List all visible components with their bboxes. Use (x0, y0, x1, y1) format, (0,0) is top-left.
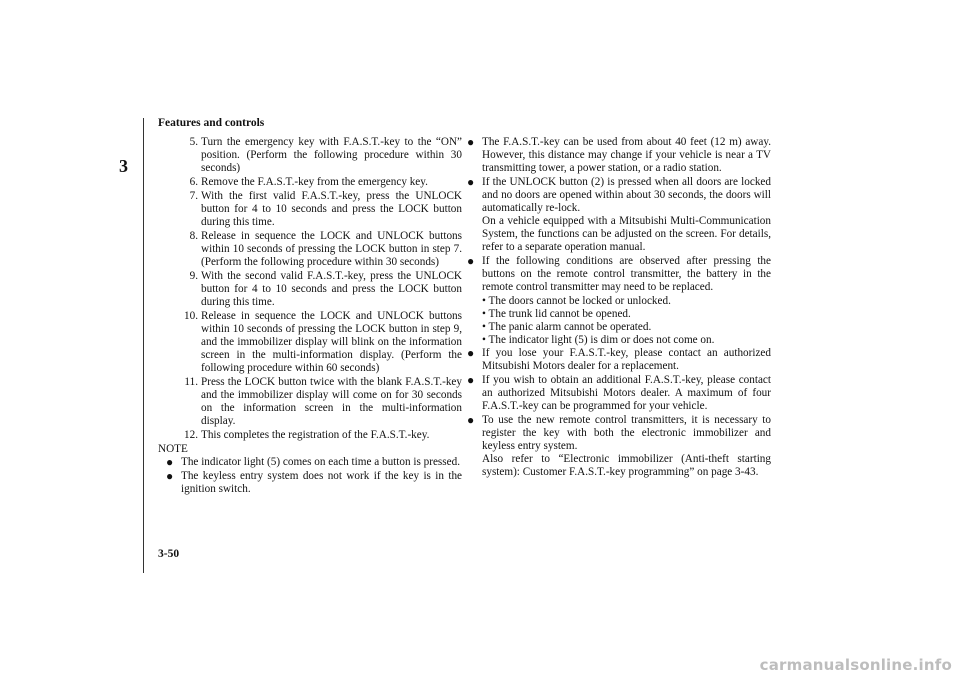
step-item (158, 136, 462, 175)
step-text: Press the LOCK button twice with the blank F.A.S.T.-key and the immobilizer display will come on for 30 seconds on the information screen in the multi-information display. (201, 376, 462, 427)
note-text: To use the new remote control transmitters, it is necessary to register the key with both the electronic immobilizer and keyless entry system. (482, 414, 771, 452)
step-number: 10. (184, 310, 198, 322)
note-item (467, 176, 771, 254)
condition-item: • The doors cannot be locked or unlocked. (482, 295, 671, 307)
step-text: Release in sequence the LOCK and UNLOCK buttons within 10 seconds of pressing the LOCK button in step 7. (Perform the following procedure within 30 seconds) (201, 230, 462, 268)
step-text: Remove the F.A.S.T.-key from the emergency key. (201, 176, 428, 188)
note-text: If the following conditions are observed after pressing the buttons on the remote control transmitter, the battery in the remote control transmitter may need to be replaced. (482, 255, 771, 293)
bullet-icon: ● (467, 254, 475, 268)
condition-item: • The panic alarm cannot be operated. (482, 321, 652, 333)
step-text: Turn the emergency key with F.A.S.T.-key to the “ON” position. (Perform the following procedure within 30 seconds) (201, 136, 462, 174)
step-text: With the second valid F.A.S.T.-key, press the UNLOCK button for 4 to 10 seconds and press the LOCK button during this time. (201, 270, 462, 308)
note-text: If you lose your F.A.S.T.-key, please contact an authorized Mitsubishi Motors dealer for a replacement. (482, 347, 771, 372)
note-item (467, 414, 771, 479)
step-number: 7. (189, 190, 198, 202)
step-text: Release in sequence the LOCK and UNLOCK buttons within 10 seconds of pressing the LOCK button in step 9, and the immobilizer display will blink on the information screen in the multi-information display. (Perform the following procedure within 60 seconds) (201, 310, 462, 374)
note-item (467, 255, 771, 294)
step-number: 12. (184, 429, 198, 441)
note-list (166, 456, 462, 496)
step-text: This completes the registration of the F.A.S.T.-key. (201, 429, 430, 441)
step-number: 5. (189, 136, 198, 148)
note-item (166, 456, 462, 469)
step-item (158, 270, 462, 309)
bullet-icon: ● (166, 469, 174, 483)
bullet-icon: ● (166, 455, 174, 469)
right-column (467, 136, 771, 480)
bullet-icon: ● (467, 135, 475, 149)
bullet-icon: ● (467, 373, 475, 387)
condition-item: • The trunk lid cannot be opened. (482, 308, 631, 320)
note-extra-text: On a vehicle equipped with a Mitsubishi Multi-Communication System, the functions can be adjusted on the screen. For details, refer to a separate operation manual. (482, 215, 771, 253)
section-title: Features and controls (158, 117, 265, 129)
step-item (158, 230, 462, 269)
note-text: The F.A.S.T.-key can be used from about 40 feet (12 m) away. However, this distance may change if your vehicle is near a TV transmitting tower, a power station, or a radio station. (482, 136, 771, 174)
note-item (166, 470, 462, 496)
step-item (158, 429, 462, 442)
step-text: With the first valid F.A.S.T.-key, press the UNLOCK button for 4 to 10 seconds and press the LOCK button during this time. (201, 190, 462, 228)
bullet-icon: ● (467, 175, 475, 189)
chapter-number: 3 (119, 156, 128, 176)
condition-list (467, 295, 771, 347)
note-text: If you wish to obtain an additional F.A.S.T.-key, please contact an authorized Mitsubishi Motors dealer. A maximum of four F.A.S.T.-key can be programmed for your vehicle. (482, 374, 771, 412)
bullet-icon: ● (467, 413, 475, 427)
note-item (467, 347, 771, 373)
step-item (158, 190, 462, 229)
chapter-tab (108, 118, 144, 573)
step-item (158, 310, 462, 375)
note-text: The keyless entry system does not work if the key is in the ignition switch. (181, 470, 462, 495)
note-heading: NOTE (158, 443, 188, 455)
note-text: The indicator light (5) comes on each time a button is pressed. (181, 456, 460, 468)
watermark-text[interactable]: carmanualsonline.info (759, 656, 952, 674)
note-text: If the UNLOCK button (2) is pressed when all doors are locked and no doors are opened within about 30 seconds, the doors will automatically re-lock. (482, 176, 771, 214)
note-item (467, 374, 771, 413)
step-item (158, 176, 462, 189)
bullet-icon: ● (467, 346, 475, 360)
note-extra-text: Also refer to “Electronic immobilizer (Anti-theft starting system): Customer F.A.S.T.-key programming” on page 3-43. (482, 453, 771, 478)
step-item (158, 376, 462, 428)
step-number: 6. (189, 176, 198, 188)
page-number: 3-50 (158, 548, 180, 560)
step-number: 8. (189, 230, 198, 242)
condition-item: • The indicator light (5) is dim or does not come on. (482, 334, 715, 346)
step-number: 9. (189, 270, 198, 282)
note-item (467, 136, 771, 175)
step-number: 11. (184, 376, 198, 388)
left-column (158, 136, 462, 497)
